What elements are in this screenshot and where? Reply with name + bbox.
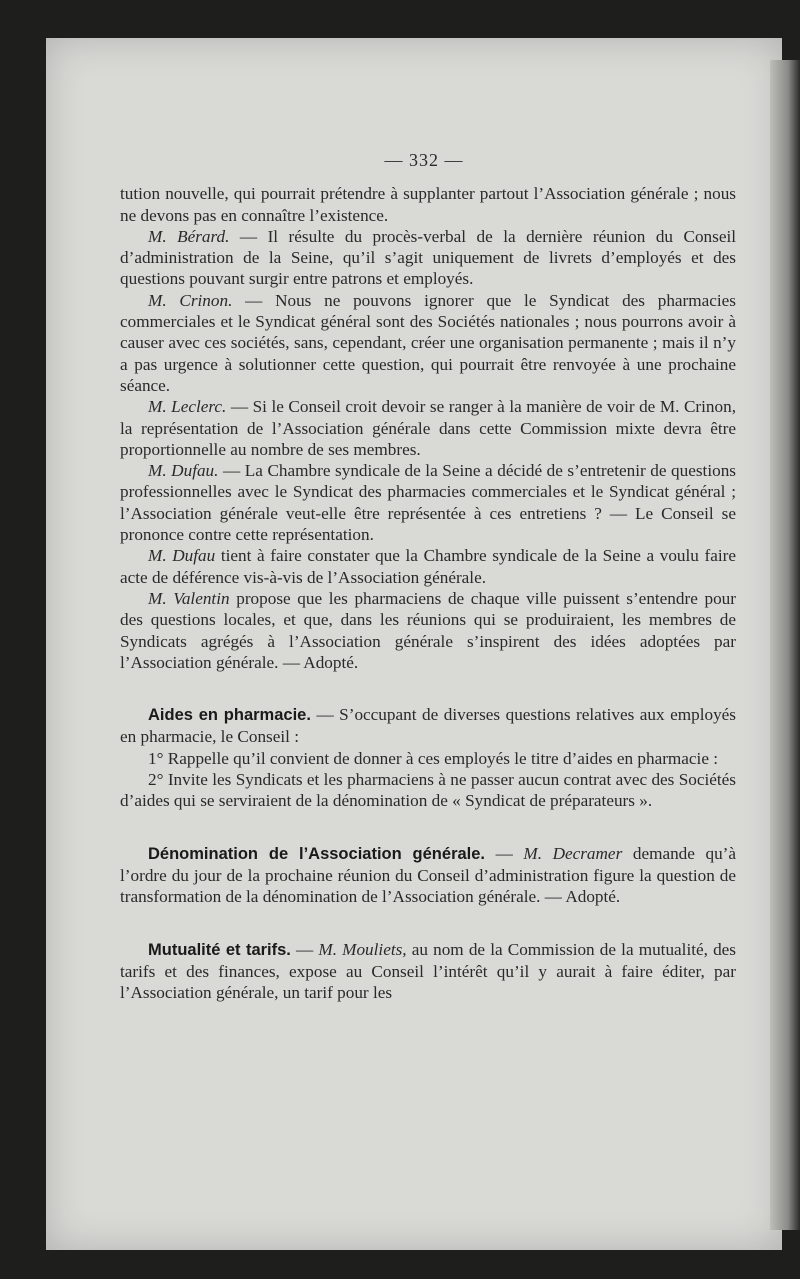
- paragraph-text: — Si le Conseil croit devoir se ranger à la manière de voir de M. Crinon, la représentation de l’Association générale dans cette Commission mixte devra être proportionnelle au nombre de ses membres.: [120, 397, 736, 459]
- section-intro: — S’occupant de diverses questions relatives aux employés en pharmacie, le Conseil :: [120, 705, 736, 747]
- section-mutualite: [120, 939, 736, 1004]
- paragraph-text: tient à faire constater que la Chambre syndicale de la Seine a voulu faire acte de déférence vis-à-vis de l’Association générale.: [120, 546, 736, 587]
- paragraph: [120, 290, 736, 396]
- paragraph-text: — Il résulte du procès-verbal de la dernière réunion du Conseil d’administration de la Seine, qu’il s’agit uniquement de livrets d’employés et des questions pouvant surgir entre patrons et employés.: [120, 226, 737, 289]
- section-paragraph: [120, 843, 736, 908]
- paragraph: [120, 396, 736, 460]
- section-heading: Dénomination de l’Association générale.: [148, 844, 486, 863]
- speaker-name: M. Bérard.: [148, 226, 230, 246]
- list-item: 1° Rappelle qu’il convient de donner à ces employés le titre d’aides en pharmacie :: [148, 748, 719, 768]
- section-heading: Aides en pharmacie.: [148, 706, 311, 725]
- speaker-name: M. Leclerc.: [148, 397, 227, 417]
- section-aides: [120, 704, 736, 811]
- paragraph: [120, 588, 736, 673]
- paragraph-text: — Nous ne pouvons ignorer que le Syndicat des pharmacies commerciales et le Syndicat général sont des Sociétés nationales ; nous pourrons avoir à causer avec ces sociétés, sans, cependant, créer une organisation permanente ; mais il n’y a pas urgence à solutionner cette question, qui pourrait être renvoyée à une prochaine séance.: [120, 290, 736, 395]
- paragraph-text: tution nouvelle, qui pourrait prétendre à supplanter partout l’Association générale ; nous ne devons pas en connaître l’existence.: [120, 184, 736, 225]
- paragraph-text: au nom de la Commission de la mutualité, des tarifs et des finances, expose au Conseil l’intérêt qu’il y aurait à faire éditer, par l’Association générale, un tarif pour les: [120, 939, 736, 1003]
- speaker-name: M. Dufau: [148, 546, 216, 566]
- page-text: [120, 150, 736, 1003]
- speaker-name: M. Dufau.: [148, 461, 219, 481]
- paragraph-text: demande qu’à l’ordre du jour de la prochaine réunion du Conseil d’administration figure la question de transformation de la dénomination de l’Association générale. — Adopté.: [120, 843, 737, 907]
- paragraph: [120, 460, 736, 545]
- section-denomination: [120, 843, 736, 908]
- section-heading: Mutualité et tarifs.: [148, 940, 291, 959]
- page-number: — 332 —: [384, 150, 464, 170]
- paragraph-text: propose que les pharmaciens de chaque ville puissent s’entendre pour des questions locales, et que, dans les réunions qui se produiraient, les membres de Syndicats agrégés à l’Association générale s’inspirent des idées adoptées par l’Association générale. — Adopté.: [120, 588, 736, 672]
- speaker-name: M. Mouliets,: [318, 939, 407, 959]
- speaker-name: M. Valentin: [148, 588, 230, 608]
- list-item: 2° Invite les Syndicats et les pharmaciens à ne passer aucun contrat avec des Sociétés d’aides qui se serviraient de la dénomination de « Syndicat de préparateurs ».: [120, 770, 736, 811]
- section-paragraph: [120, 704, 736, 748]
- dash: —: [290, 939, 319, 959]
- speaker-name: M. Decramer: [523, 843, 623, 863]
- section-paragraph: [120, 939, 736, 1004]
- speaker-name: M. Crinon.: [148, 290, 233, 310]
- paragraph-text: — La Chambre syndicale de la Seine a décidé de s’entretenir de questions professionnelles avec le Syndicat des pharmacies commerciales et le Syndicat général ; l’Association générale veut-elle être représentée à ces entretiens ? — Le Conseil se prononce contre cette représentation.: [120, 461, 736, 545]
- page-edge: [770, 60, 800, 1230]
- paragraph: [120, 183, 736, 226]
- dash: —: [485, 843, 524, 863]
- paragraph: [120, 226, 736, 290]
- paragraph: [120, 545, 736, 588]
